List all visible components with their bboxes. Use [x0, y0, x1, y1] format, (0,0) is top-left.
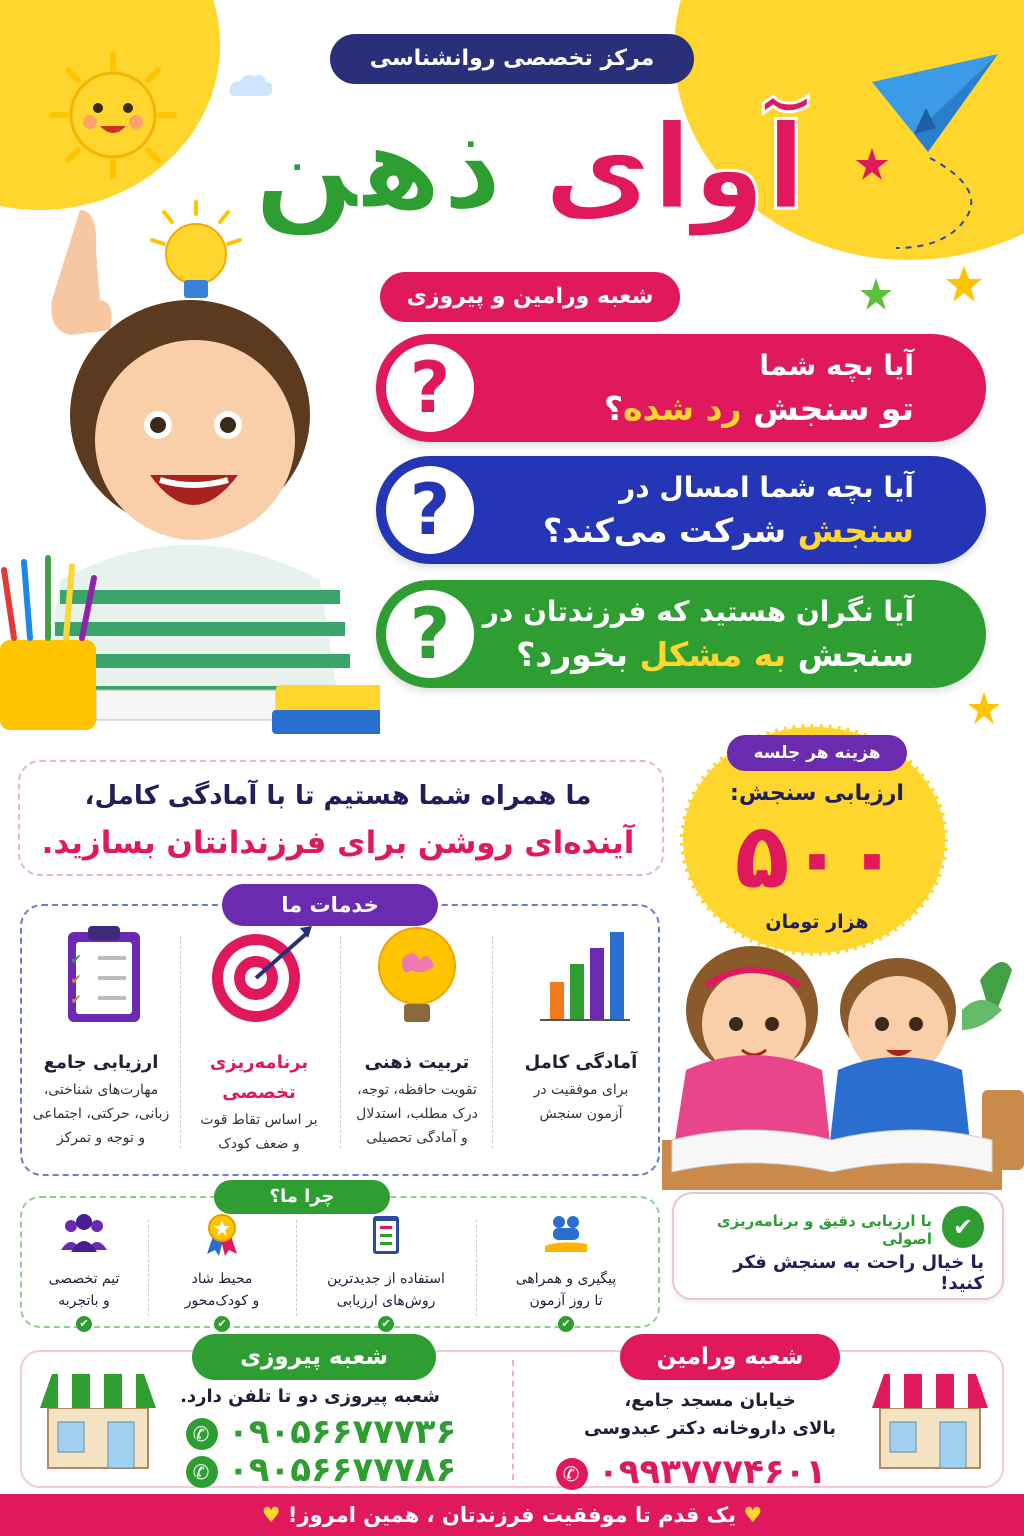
- boy-illustration: [0, 190, 380, 750]
- service-title: ارزیابی جامع: [43, 1052, 159, 1073]
- kids-reading-illustration: [662, 940, 1024, 1190]
- star-icon: [854, 146, 890, 182]
- svg-text:✔: ✔: [70, 992, 82, 1008]
- phone-icon: ✆: [186, 1418, 218, 1450]
- question-3-line2: سنجش به مشکل بخورد؟: [516, 635, 914, 674]
- branch-pirouzi-note: شعبه پیروزی دو تا تلفن دارد.: [180, 1386, 440, 1407]
- why-item-happy-environment: محیط شاد و کودک‌محور ✔: [152, 1212, 292, 1332]
- service-title: آمادگی کامل: [524, 1052, 638, 1073]
- brain-bulb-icon: [362, 920, 472, 1030]
- question-mark-icon: ?: [386, 466, 474, 554]
- check-icon: ✔: [558, 1316, 574, 1332]
- why-us-title: چرا ما؟: [214, 1180, 390, 1214]
- question-1-line2: تو سنجش رد شده؟: [603, 389, 914, 428]
- assessment-note: [672, 1192, 1004, 1300]
- center-type-badge: مرکز تخصصی روانشناسی: [330, 34, 694, 84]
- question-card-1: [376, 334, 986, 442]
- phone-icon: ✆: [186, 1456, 218, 1488]
- question-card-3: [376, 580, 986, 688]
- brand-name-part2: ذهن: [253, 98, 503, 236]
- check-icon: ✔: [942, 1206, 984, 1248]
- divider: [180, 936, 181, 1148]
- why-item-modern-methods: استفاده از جدیدترین روش‌های ارزیابی ✔: [316, 1212, 456, 1332]
- heart-icon: ♥: [261, 1503, 281, 1527]
- svg-text:✔: ✔: [70, 952, 82, 968]
- why-item-follow-up: پیگیری و همراهی تا روز آزمون ✔: [496, 1212, 636, 1332]
- assessment-note-line2: با خیال راحت به سنجش فکر کنید!: [733, 1252, 984, 1294]
- service-item-planning: برنامه‌ریزی تخصصی بر اساس تقاط قوت و ضعف کودک: [184, 920, 334, 1156]
- price-circle: [680, 724, 948, 956]
- shop-icon: [868, 1368, 992, 1472]
- price-label: ارزیابی سنجش:: [730, 781, 904, 806]
- check-icon: ✔: [76, 1316, 92, 1332]
- clipboard-icon: [46, 920, 156, 1030]
- motto-line1: ما همراه شما هستیم تا با آمادگی کامل،: [84, 781, 592, 811]
- support-hand-icon: [541, 1212, 591, 1256]
- shop-icon: [36, 1368, 160, 1472]
- team-icon: [59, 1212, 109, 1256]
- star-icon: [858, 276, 894, 312]
- star-icon: [966, 690, 1002, 726]
- branch-varamin-phone[interactable]: ✆ ۰۹۹۳۷۷۷۴۶۰۱: [556, 1452, 826, 1492]
- check-icon: ✔: [378, 1316, 394, 1332]
- medal-icon: [197, 1212, 247, 1256]
- target-icon: [204, 920, 314, 1030]
- check-icon: ✔: [214, 1316, 230, 1332]
- footer-text: یک قدم تا موفقیت فرزندتان ، همین امروز!: [287, 1503, 737, 1527]
- svg-text:✔: ✔: [70, 972, 82, 988]
- checklist-icon: [361, 1212, 411, 1256]
- question-2-line1: آیا بچه شما امسال در: [619, 471, 914, 504]
- service-item-assessment: ✔ ✔ ✔ ارزیابی جامع مهارت‌های شناختی، زبانی، حرکتی، اجتماعی و توجه و تمرکز: [26, 920, 176, 1150]
- question-mark-icon: ?: [386, 344, 474, 432]
- branch-pirouzi-phone2[interactable]: ✆ ۰۹۰۵۶۶۷۷۷۸۶: [186, 1450, 456, 1490]
- assessment-note-line1: با ارزیابی دقیق و برنامه‌ریزی اصولی: [716, 1212, 932, 1248]
- service-item-preparation: آمادگی کامل برای موفقیت در آزمون سنجش: [506, 920, 656, 1126]
- phone-icon: ✆: [556, 1458, 588, 1490]
- divider: [512, 1360, 514, 1480]
- branches-badge: شعبه ورامین و پیروزی: [380, 272, 680, 322]
- question-2-line2: سنجش شرکت می‌کند؟: [542, 511, 914, 550]
- star-icon: [944, 264, 984, 304]
- divider: [296, 1220, 297, 1316]
- question-card-2: [376, 456, 986, 564]
- branch-varamin-title: شعبه ورامین: [620, 1334, 840, 1380]
- price-unit: هزار تومان: [765, 911, 869, 933]
- footer-banner: [0, 1494, 1024, 1536]
- motto-box: [18, 760, 664, 876]
- question-1-line1: آیا بچه شما: [759, 349, 914, 382]
- price-badge: هزینه هر جلسه: [727, 735, 907, 771]
- branch-pirouzi-title: شعبه پیروزی: [192, 1334, 436, 1380]
- branch-pirouzi-phone1[interactable]: ✆ ۰۹۰۵۶۶۷۷۷۳۶: [186, 1412, 456, 1452]
- price-amount: ۵۰۰: [734, 804, 900, 909]
- sun-icon: [48, 50, 178, 180]
- why-item-expert-team: تیم تخصصی و باتجربه ✔: [14, 1212, 154, 1332]
- heart-icon: ♥: [743, 1503, 763, 1527]
- branch-varamin-address2: بالای داروخانه دکتر عبدوسی: [584, 1418, 836, 1439]
- branch-varamin-address1: خیابان مسجد جامع،: [624, 1390, 796, 1411]
- divider: [476, 1220, 477, 1316]
- question-3-line1: آیا نگران هستید که فرزندتان در: [482, 595, 914, 628]
- lightbulb-icon: [152, 202, 240, 298]
- bar-chart-icon: [526, 920, 636, 1030]
- service-title: برنامه‌ریزی تخصصی: [209, 1052, 309, 1103]
- brand-name-part1: آوای: [543, 98, 807, 236]
- divider: [492, 936, 493, 1148]
- divider: [340, 936, 341, 1148]
- service-item-mind-training: تربیت ذهنی تقویت حافظه، توجه، درک مطلب، استدلال و آمادگی تحصیلی: [342, 920, 492, 1150]
- service-title: تربیت ذهنی: [364, 1052, 470, 1073]
- question-mark-icon: ?: [386, 590, 474, 678]
- services-title: خدمات ما: [222, 884, 438, 926]
- motto-line2: آینده‌ای روشن برای فرزندانتان بسازید.: [41, 825, 635, 861]
